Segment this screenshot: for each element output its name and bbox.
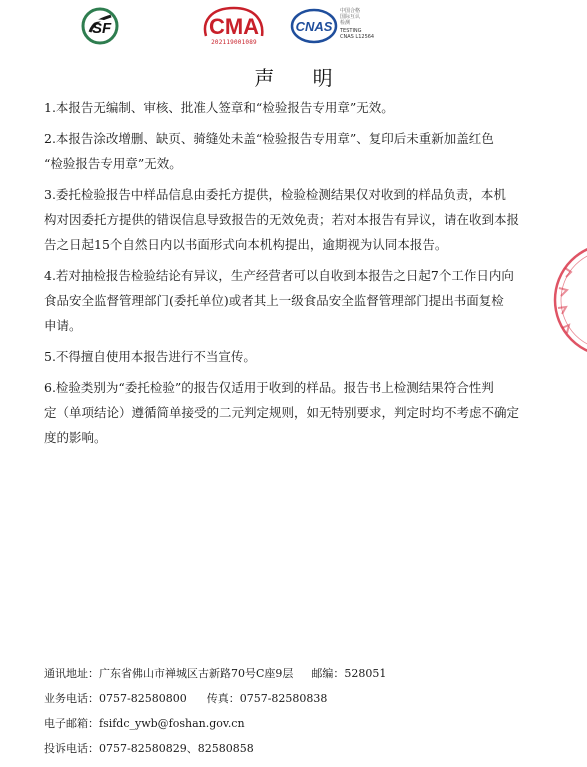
clause-1: 1.本报告无编制、审核、批准人签章和“检验报告专用章”无效。 (44, 100, 394, 115)
clause-3: 3.委托检验报告中样品信息由委托方提供，检验检测结果仅对收到的样品负责，本机 构对因委托方提供的错误信息导致报告的无效免责；若对本报告有异议，请在收到本报 告之日起15个自然日内以书面形式向本机构提出，逾期视为认同本报告。 (44, 187, 520, 252)
svg-text:SF: SF (92, 20, 112, 37)
cnas-logo (290, 6, 386, 46)
sf-logo-icon (80, 6, 120, 46)
contact-row-address (44, 661, 564, 686)
contact-info (44, 661, 564, 761)
contact-complaint: 投诉电话：0757-82580829、82580858 (44, 742, 254, 755)
cnas-number: CNAS L12564 (340, 34, 375, 40)
contact-postcode: 邮编：528051 (311, 667, 387, 680)
contact-email: 电子邮箱：fsifdc_ywb@foshan.gov.cn (44, 717, 245, 730)
contact-address: 通讯地址：广东省佛山市禅城区古新路70号C座9层 (44, 667, 294, 680)
cnas-logo-icon (290, 6, 340, 46)
clause-5: 5.不得擅自使用本报告进行不当宣传。 (44, 349, 256, 364)
cnas-cn-text: 中国合格 国际互认 检测 (340, 8, 361, 26)
clause-6: 6.检验类别为“委托检验”的报告仅适用于收到的样品。报告书上检测结果符合性判 定（单项结论）遵循简单接受的二元判定规则，如无特别要求，判定时均不考虑不确定 度的影响。 (44, 380, 520, 445)
page-title: 声 明 (254, 66, 349, 90)
cnas-en-text: TESTING (340, 28, 362, 34)
contact-phone: 业务电话：0757-82580800 (44, 692, 187, 705)
contact-fax: 传真：0757-82580838 (206, 692, 328, 705)
cma-text: CMA (208, 14, 260, 39)
clause-2: 2.本报告涂改增删、缺页、骑缝处未盖“检验报告专用章”、复印后未重新加盖红色 “检验报告专用章”无效。 (44, 131, 494, 171)
clause-4: 4.若对抽检报告检验结论有异议，生产经营者可以自收到本报告之日起7个工作日内向 食品安全监督管理部门(委托单位)或者其上一级食品安全监督管理部门提出书面复检 申请。 (44, 268, 514, 333)
cma-logo-icon (200, 4, 268, 40)
cma-logo (200, 4, 268, 48)
header-logos (0, 4, 587, 48)
cma-number: 202119001089 (211, 39, 257, 46)
declaration-clauses (44, 95, 544, 456)
cnas-text: CNAS (295, 19, 333, 34)
red-seal-stamp-icon (549, 238, 587, 363)
contact-row-phone (44, 686, 564, 711)
